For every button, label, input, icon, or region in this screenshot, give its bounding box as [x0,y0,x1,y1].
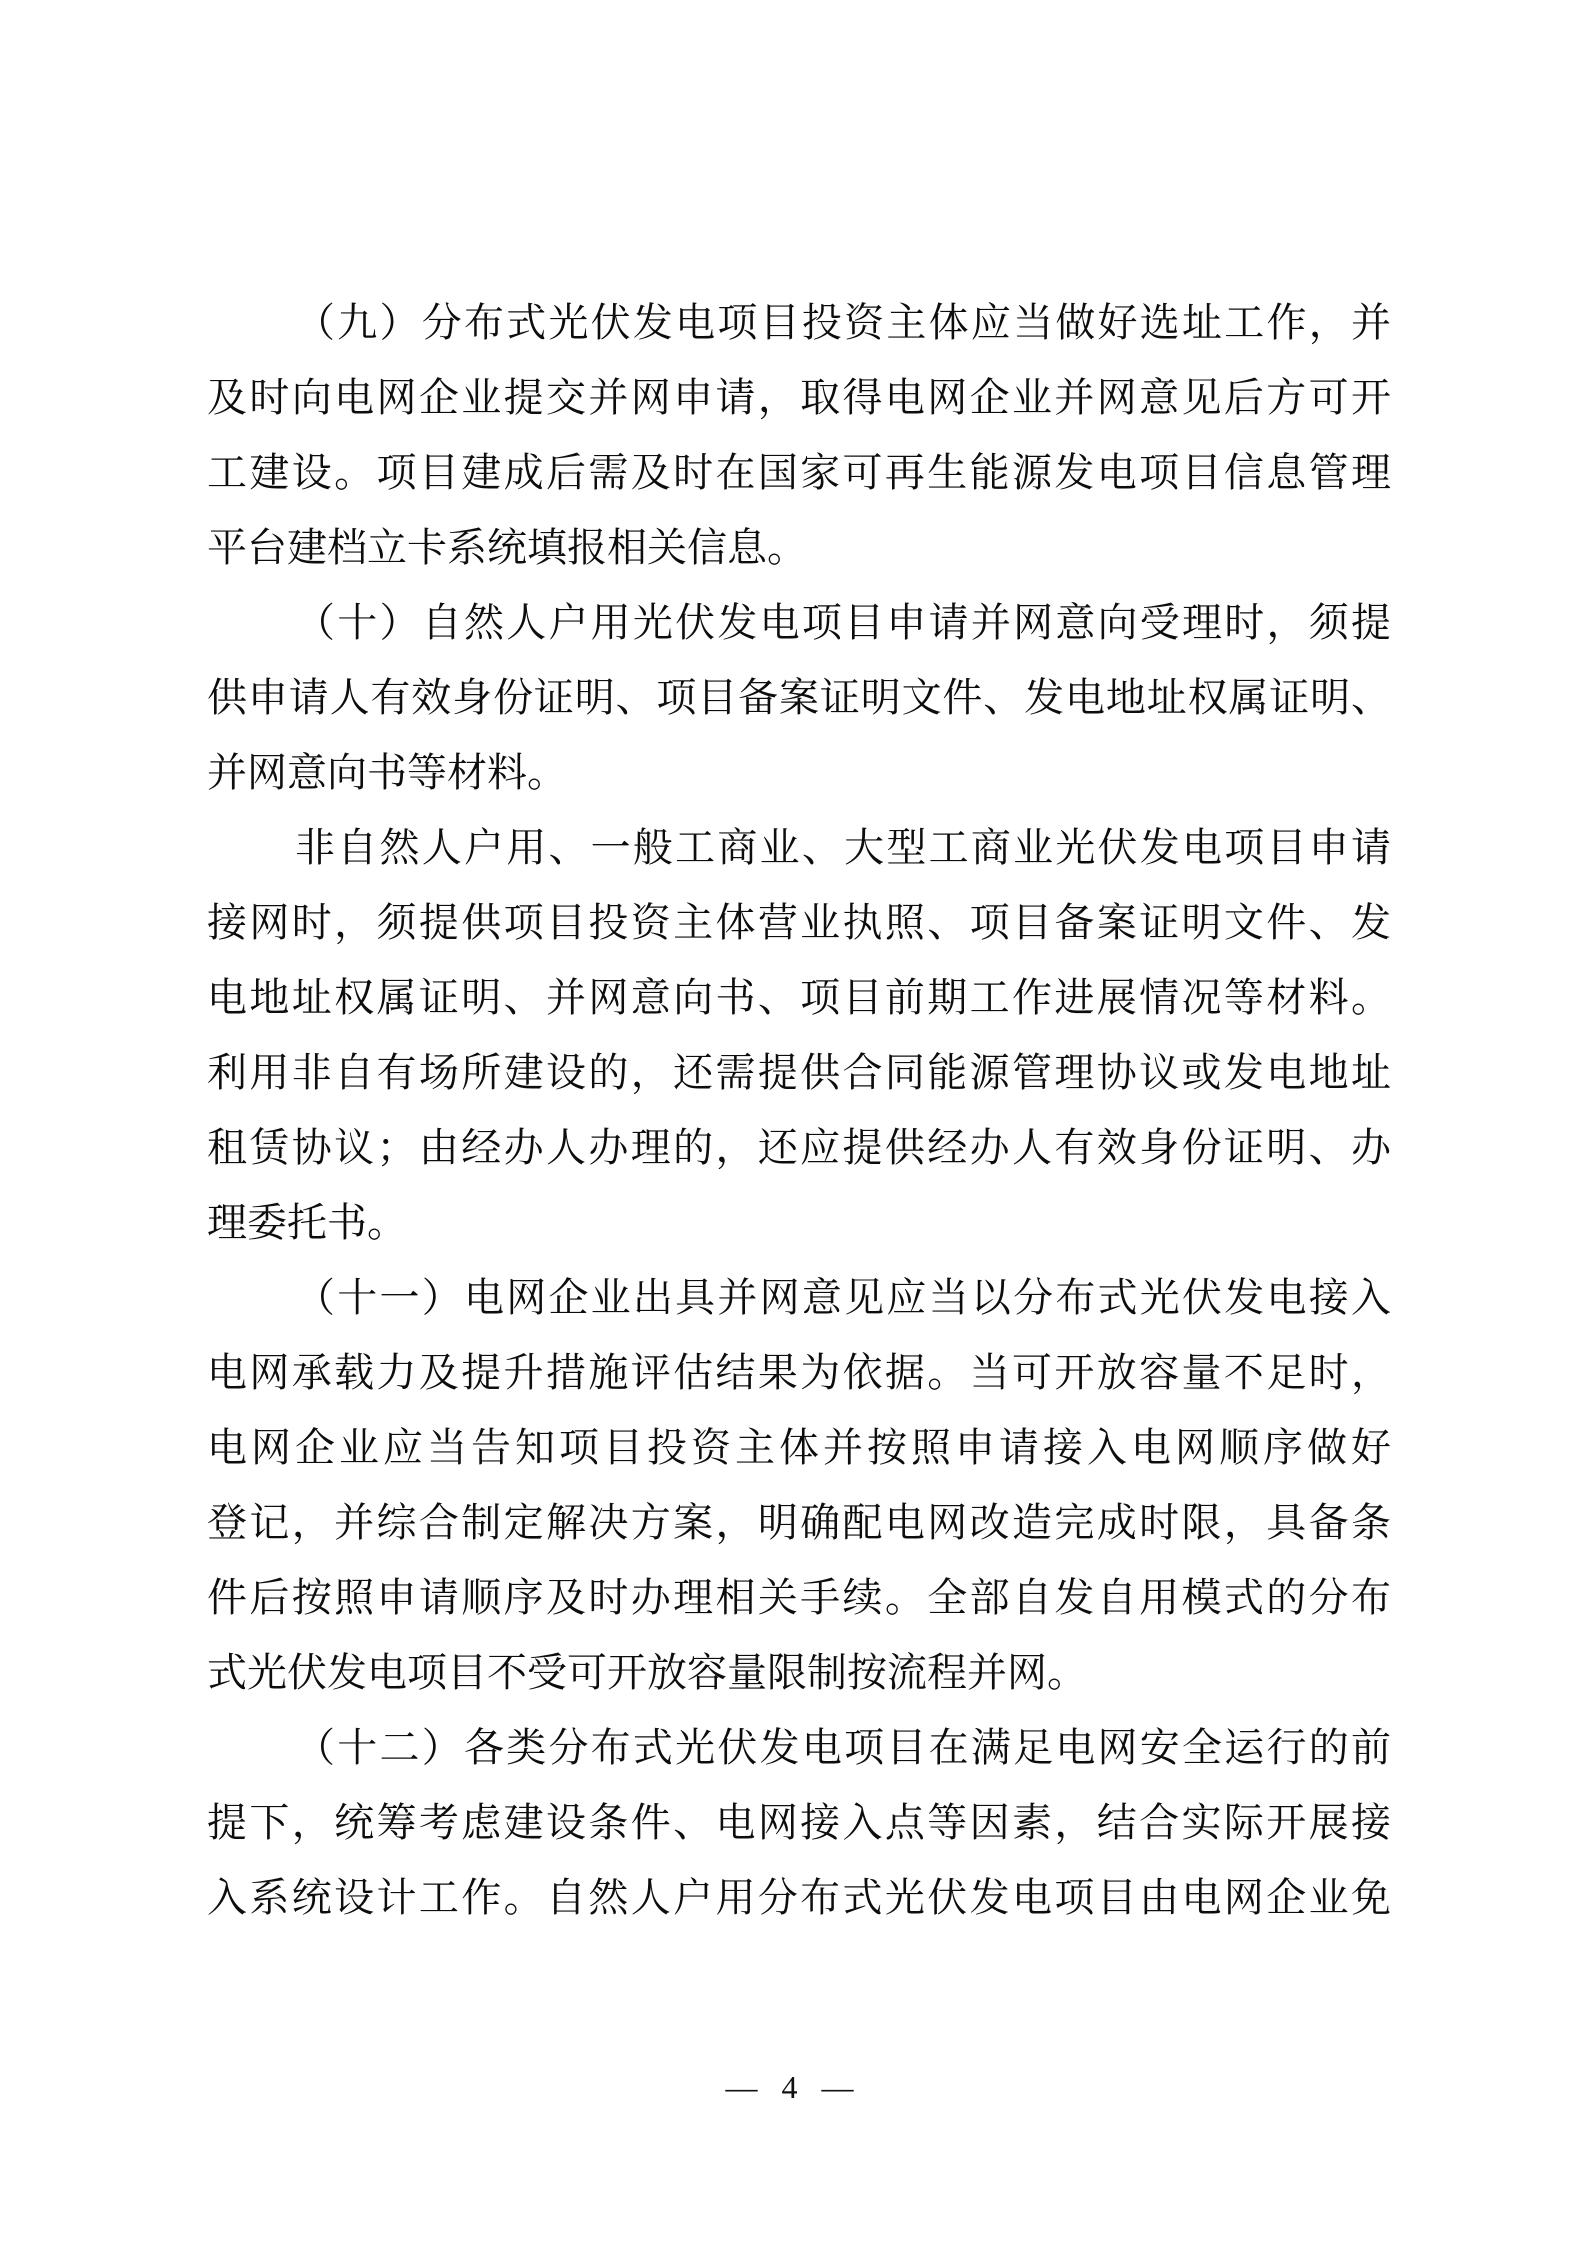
text-line: 并网意向书等材料。 [207,750,567,795]
text-line: 登记，并综合制定解决方案，明确配电网改造完成时限，具备条 [207,1500,1391,1545]
text-line: 电网承载力及提升措施评估结果为依据。当可开放容量不足时， [207,1350,1391,1395]
text-line: 提下，统筹考虑建设条件、电网接入点等因素，结合实际开展接 [207,1800,1391,1845]
text-line: 式光伏发电项目不受可开放容量限制按流程并网。 [207,1650,1087,1695]
text-line: 件后按照申请顺序及时办理相关手续。全部自发自用模式的分布 [207,1575,1391,1620]
text-line: 非自然人户用、一般工商业、大型工商业光伏发电项目申请 [295,825,1391,870]
text-line: 及时向电网企业提交并网申请，取得电网企业并网意见后方可开 [207,375,1391,420]
text-line: 电地址权属证明、并网意向书、项目前期工作进展情况等材料。 [207,975,1391,1020]
text-line: （十二）各类分布式光伏发电项目在满足电网安全运行的前 [295,1725,1391,1770]
text-line: 接网时，须提供项目投资主体营业执照、项目备案证明文件、发 [207,900,1391,945]
text-line: 租赁协议；由经办人办理的，还应提供经办人有效身份证明、办 [207,1125,1391,1170]
text-line: （九）分布式光伏发电项目投资主体应当做好选址工作，并 [295,300,1391,345]
text-line: 利用非自有场所建设的，还需提供合同能源管理协议或发电地址 [207,1050,1391,1095]
text-line: 入系统设计工作。自然人户用分布式光伏发电项目由电网企业免 [207,1875,1391,1920]
text-body [207,285,1391,1935]
text-line: 电网企业应当告知项目投资主体并按照申请接入电网顺序做好 [207,1425,1391,1470]
text-line: 工建设。项目建成后需及时在国家可再生能源发电项目信息管理 [207,450,1391,495]
text-line: （十一）电网企业出具并网意见应当以分布式光伏发电接入 [295,1275,1391,1320]
text-line: 平台建档立卡系统填报相关信息。 [207,525,807,570]
text-line: 理委托书。 [207,1200,407,1245]
text-line: （十）自然人户用光伏发电项目申请并网意向受理时，须提 [295,600,1391,645]
page-number: — 4 — [725,2069,862,2105]
text-line: 供申请人有效身份证明、项目备案证明文件、发电地址权属证明、 [207,675,1391,720]
